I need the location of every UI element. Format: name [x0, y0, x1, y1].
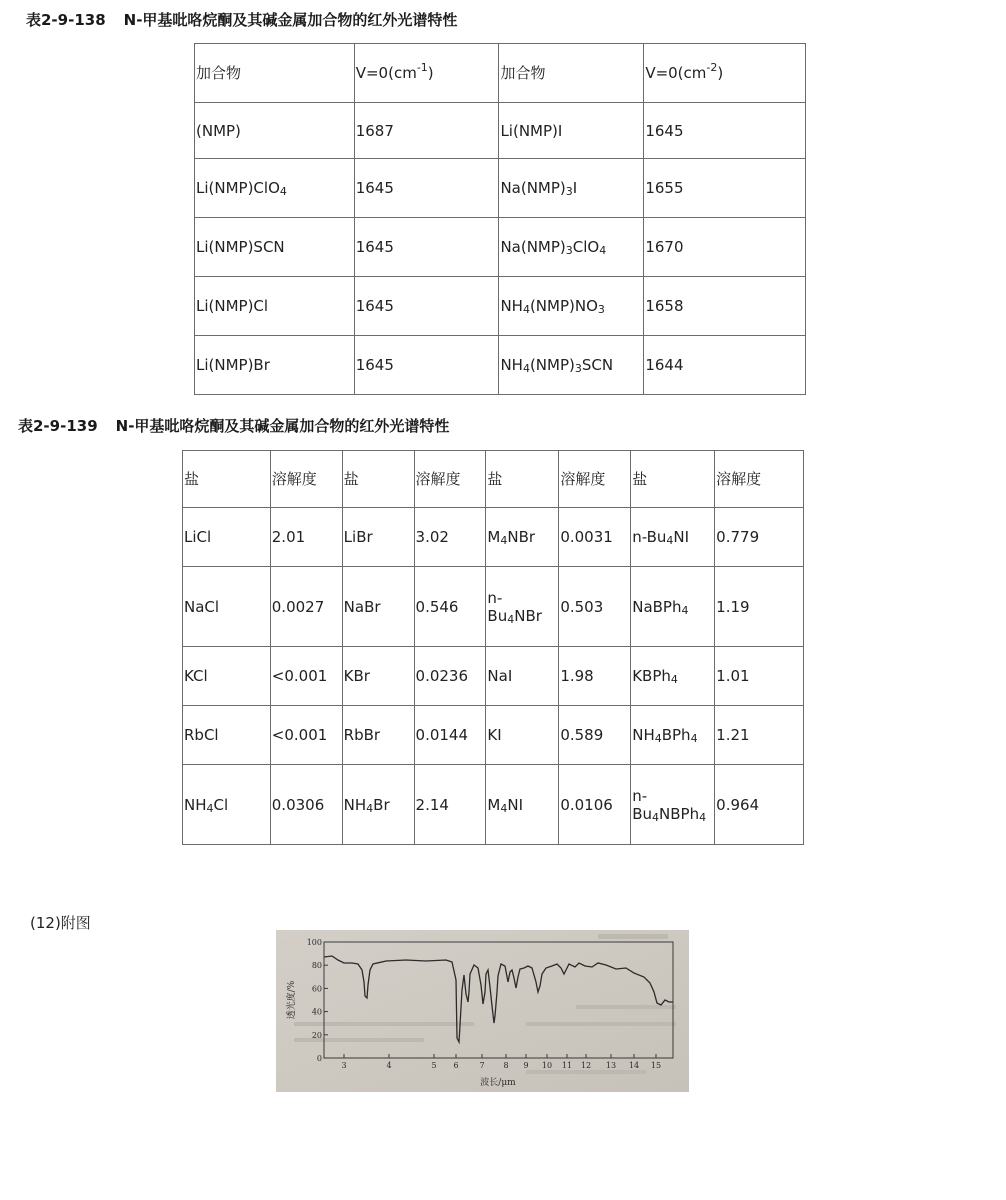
table-row [195, 159, 806, 218]
table-row [183, 706, 804, 765]
table-cell: 1.19 [715, 567, 804, 647]
table-cell: $M_4NBr$ [486, 508, 559, 567]
table-cell: NaI [486, 647, 559, 706]
table-row [183, 567, 804, 647]
x-tick-label: 7 [479, 1061, 485, 1070]
table-cell: Li(NMP)Br [195, 336, 355, 395]
table2-header-cell: 盐 [486, 451, 559, 508]
table2-header-cell: 盐 [631, 451, 715, 508]
table-cell: LiCl [183, 508, 271, 567]
table-cell: LiBr [342, 508, 414, 567]
table-row [195, 277, 806, 336]
table-row [195, 103, 806, 159]
table-cell: 0.779 [715, 508, 804, 567]
x-tick-label: 11 [561, 1061, 573, 1070]
table-cell: RbCl [183, 706, 271, 765]
table-row [183, 647, 804, 706]
table-cell: 1687 [354, 103, 499, 159]
table-cell: 0.0027 [270, 567, 342, 647]
table-cell: NaCl [183, 567, 271, 647]
table-cell: <0.001 [270, 647, 342, 706]
table-cell: Li(NMP)ClO$_4$ [195, 159, 355, 218]
table-cell: 1.98 [559, 647, 631, 706]
table-cell: $NH_4BPh_4$ [631, 706, 715, 765]
y-axis-label: 透光度/% [287, 980, 297, 1020]
table1-header-cell: 加合物 [499, 44, 644, 103]
table-cell: (NMP) [195, 103, 355, 159]
table-cell: KCl [183, 647, 271, 706]
table2-header-cell: 溶解度 [559, 451, 631, 508]
table-cell: Li(NMP)SCN [195, 218, 355, 277]
table1-title: N-甲基吡咯烷酮及其碱金属加合物的红外光谱特性 [123, 11, 458, 29]
table-cell: Li(NMP)Cl [195, 277, 355, 336]
table2 [182, 450, 804, 845]
table-cell: 0.0144 [414, 706, 486, 765]
table-cell: $M_4NI$ [486, 765, 559, 845]
table-cell: 1645 [354, 336, 499, 395]
table-cell: 1658 [644, 277, 806, 336]
table-cell: 1645 [354, 277, 499, 336]
table-row [183, 765, 804, 845]
table2-header-cell: 盐 [342, 451, 414, 508]
table-cell: 1655 [644, 159, 806, 218]
table-cell: 0.0236 [414, 647, 486, 706]
x-tick-label: 14 [628, 1061, 640, 1070]
table1-caption [26, 9, 457, 30]
table-cell: $NH_4Br$ [342, 765, 414, 845]
x-tick-label: 8 [503, 1061, 509, 1070]
y-tick-label: 60 [311, 984, 322, 994]
table-cell: n- $Bu_4NBr$ [486, 567, 559, 647]
table-cell: 3.02 [414, 508, 486, 567]
table-row [195, 218, 806, 277]
table-cell: 0.0306 [270, 765, 342, 845]
table1-header-row [195, 44, 806, 103]
table2-caption [18, 415, 449, 436]
x-tick-label: 9 [523, 1061, 529, 1070]
ir-spectrum-photo [276, 930, 689, 1092]
y-tick-label: 100 [306, 938, 322, 947]
table-cell: RbBr [342, 706, 414, 765]
x-tick-label: 5 [431, 1061, 437, 1070]
table-cell: 1644 [644, 336, 806, 395]
x-tick-label: 15 [650, 1061, 662, 1070]
y-tick-label: 40 [311, 1007, 322, 1017]
table-cell: 1645 [644, 103, 806, 159]
table-cell: NaBPh$_4$ [631, 567, 715, 647]
table1-header-cell: 加合物 [195, 44, 355, 103]
table1-header-cell: $V=0(cm^{-2})$ [644, 44, 806, 103]
table2-header-cell: 盐 [183, 451, 271, 508]
table1 [194, 43, 806, 395]
table-cell: KBr [342, 647, 414, 706]
x-tick-label: 3 [341, 1061, 347, 1070]
table-cell: 2.14 [414, 765, 486, 845]
table-cell: KBPh$_4$ [631, 647, 715, 706]
table-cell: 0.589 [559, 706, 631, 765]
table-cell: 0.964 [715, 765, 804, 845]
table-row [195, 336, 806, 395]
y-tick-label: 0 [316, 1054, 322, 1063]
table2-header-cell: 溶解度 [270, 451, 342, 508]
x-tick-label: 10 [541, 1061, 553, 1070]
table2-header-cell: 溶解度 [414, 451, 486, 508]
table-cell: 0.503 [559, 567, 631, 647]
table-cell: $Na(NMP)_3I$ [499, 159, 644, 218]
table-cell: 1.01 [715, 647, 804, 706]
x-tick-label: 4 [386, 1061, 392, 1070]
table-cell: $Na(NMP)_3ClO_4$ [499, 218, 644, 277]
table-cell: KI [486, 706, 559, 765]
table2-title: N-甲基吡咯烷酮及其碱金属加合物的红外光谱特性 [115, 417, 450, 435]
table2-number: 表2-9-139 [18, 417, 98, 435]
table-cell: 2.01 [270, 508, 342, 567]
table1-header-cell: $V=0(cm^{-1})$ [354, 44, 499, 103]
table-cell: $n-Bu_4NI$ [631, 508, 715, 567]
figure-note: (12)附图 [30, 914, 91, 932]
y-tick-label: 20 [311, 1030, 322, 1040]
x-tick-label: 12 [580, 1061, 592, 1070]
table-cell: 1645 [354, 218, 499, 277]
x-tick-label: 13 [605, 1061, 617, 1070]
table-cell: 0.546 [414, 567, 486, 647]
table-cell: NaBr [342, 567, 414, 647]
table-cell: 0.0106 [559, 765, 631, 845]
table1-number: 表2-9-138 [26, 11, 106, 29]
table-cell: 1645 [354, 159, 499, 218]
table-cell: Li(NMP)I [499, 103, 644, 159]
table2-header-row [183, 451, 804, 508]
table-cell: $NH_4(NMP)_3SCN$ [499, 336, 644, 395]
x-axis-label: 波长/μm [480, 1078, 516, 1088]
table-cell: n- $Bu_4NBPh_4$ [631, 765, 715, 845]
table-cell: $NH_4Cl$ [183, 765, 271, 845]
table2-header-cell: 溶解度 [715, 451, 804, 508]
table-cell: $NH_4(NMP)NO_3$ [499, 277, 644, 336]
table-cell: <0.001 [270, 706, 342, 765]
x-tick-label: 6 [453, 1061, 459, 1070]
table-cell: 1.21 [715, 706, 804, 765]
table-cell: 0.0031 [559, 508, 631, 567]
y-tick-label: 80 [311, 961, 322, 971]
table-row [183, 508, 804, 567]
table-cell: 1670 [644, 218, 806, 277]
